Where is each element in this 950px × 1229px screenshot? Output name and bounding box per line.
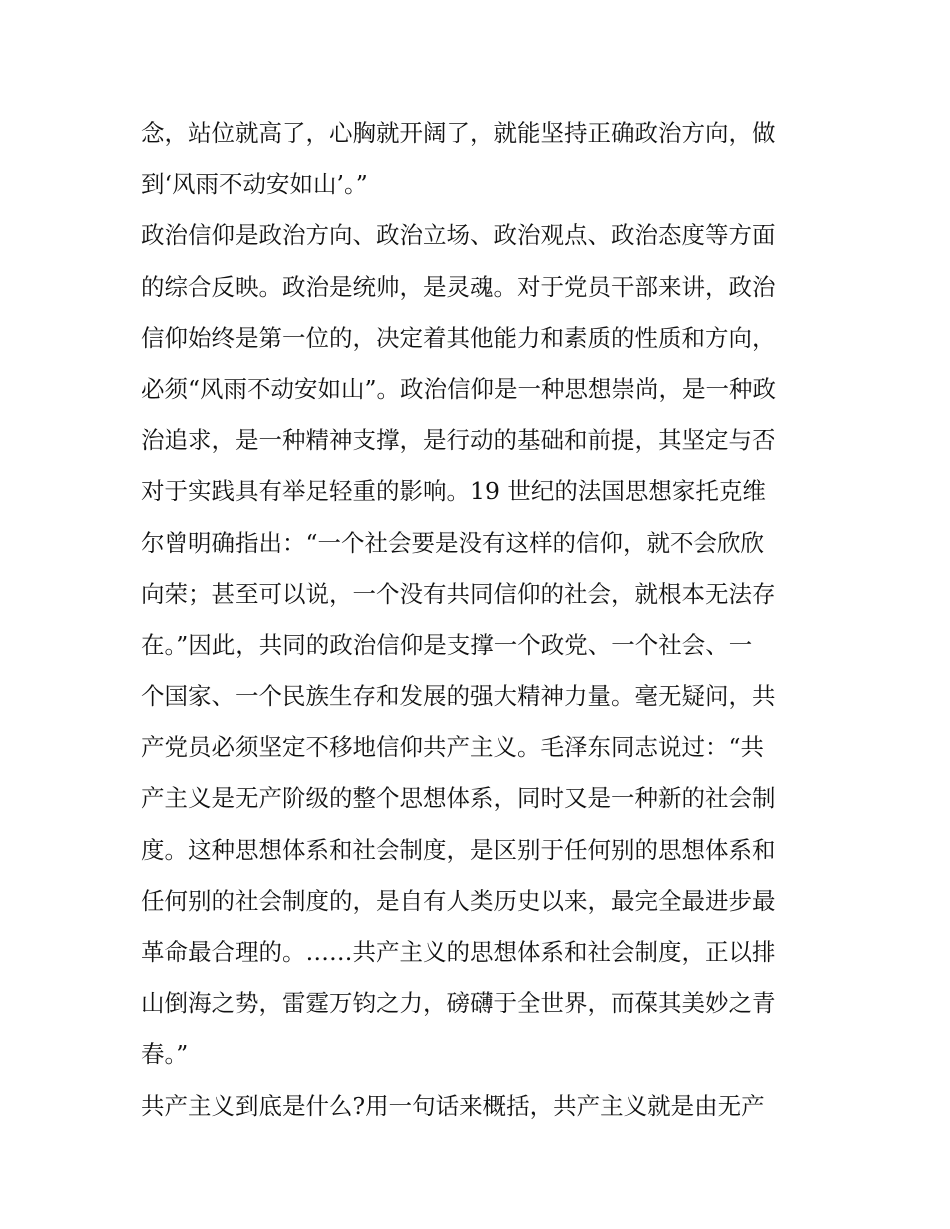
text-line: 尔曾明确指出：“一个社会要是没有这样的信仰，就不会欣欣 — [141, 528, 765, 557]
text-line: 产党员必须坚定不移地信仰共产主义。毛泽东同志说过：“共 — [141, 733, 765, 762]
text-line: 念，站位就高了，心胸就开阔了，就能坚持正确政治方向，做 — [141, 119, 776, 147]
text-line: 产主义是无产阶级的整个思想体系，同时又是一种新的社会制 — [141, 784, 776, 813]
text-line: 对于实践具有举足轻重的影响。19 世纪的法国思想家托克维 — [141, 477, 766, 506]
text-line: 共产主义到底是什么?用一句话来概括，共产主义就是由无产 — [141, 1091, 765, 1120]
text-line: 必须“风雨不动安如山”。政治信仰是一种思想崇尚，是一种政 — [141, 374, 777, 403]
text-line: 到‘风雨不动安如山’。” — [141, 170, 368, 199]
text-line: 任何别的社会制度的，是自有人类历史以来，最完全最进步最 — [141, 886, 776, 915]
text-line: 政治信仰是政治方向、政治立场、政治观点、政治态度等方面 — [141, 221, 776, 250]
text-line: 个国家、一个民族生存和发展的强大精神力量。毫无疑问，共 — [141, 682, 776, 711]
text-line: 向荣；甚至可以说，一个没有共同信仰的社会，就根本无法存 — [141, 579, 776, 608]
text-line: 治追求，是一种精神支撑，是行动的基础和前提，其坚定与否 — [141, 426, 776, 455]
text-line: 革命最合理的。……共产主义的思想体系和社会制度，正以排 — [141, 938, 776, 966]
text-line: 的综合反映。政治是统帅，是灵魂。对于党员干部来讲，政治 — [141, 272, 776, 301]
text-line: 在。”因此，共同的政治信仰是支撑一个政党、一个社会、一 — [141, 630, 753, 659]
text-line: 度。这种思想体系和社会制度，是区别于任何别的思想体系和 — [141, 835, 776, 864]
body-text — [141, 108, 813, 1132]
text-line: 信仰始终是第一位的，决定着其他能力和素质的性质和方向， — [141, 323, 776, 352]
text-line: 春。” — [141, 1040, 189, 1069]
text-line: 山倒海之势，雷霆万钧之力，磅礴于全世界，而葆其美妙之青 — [141, 989, 776, 1018]
